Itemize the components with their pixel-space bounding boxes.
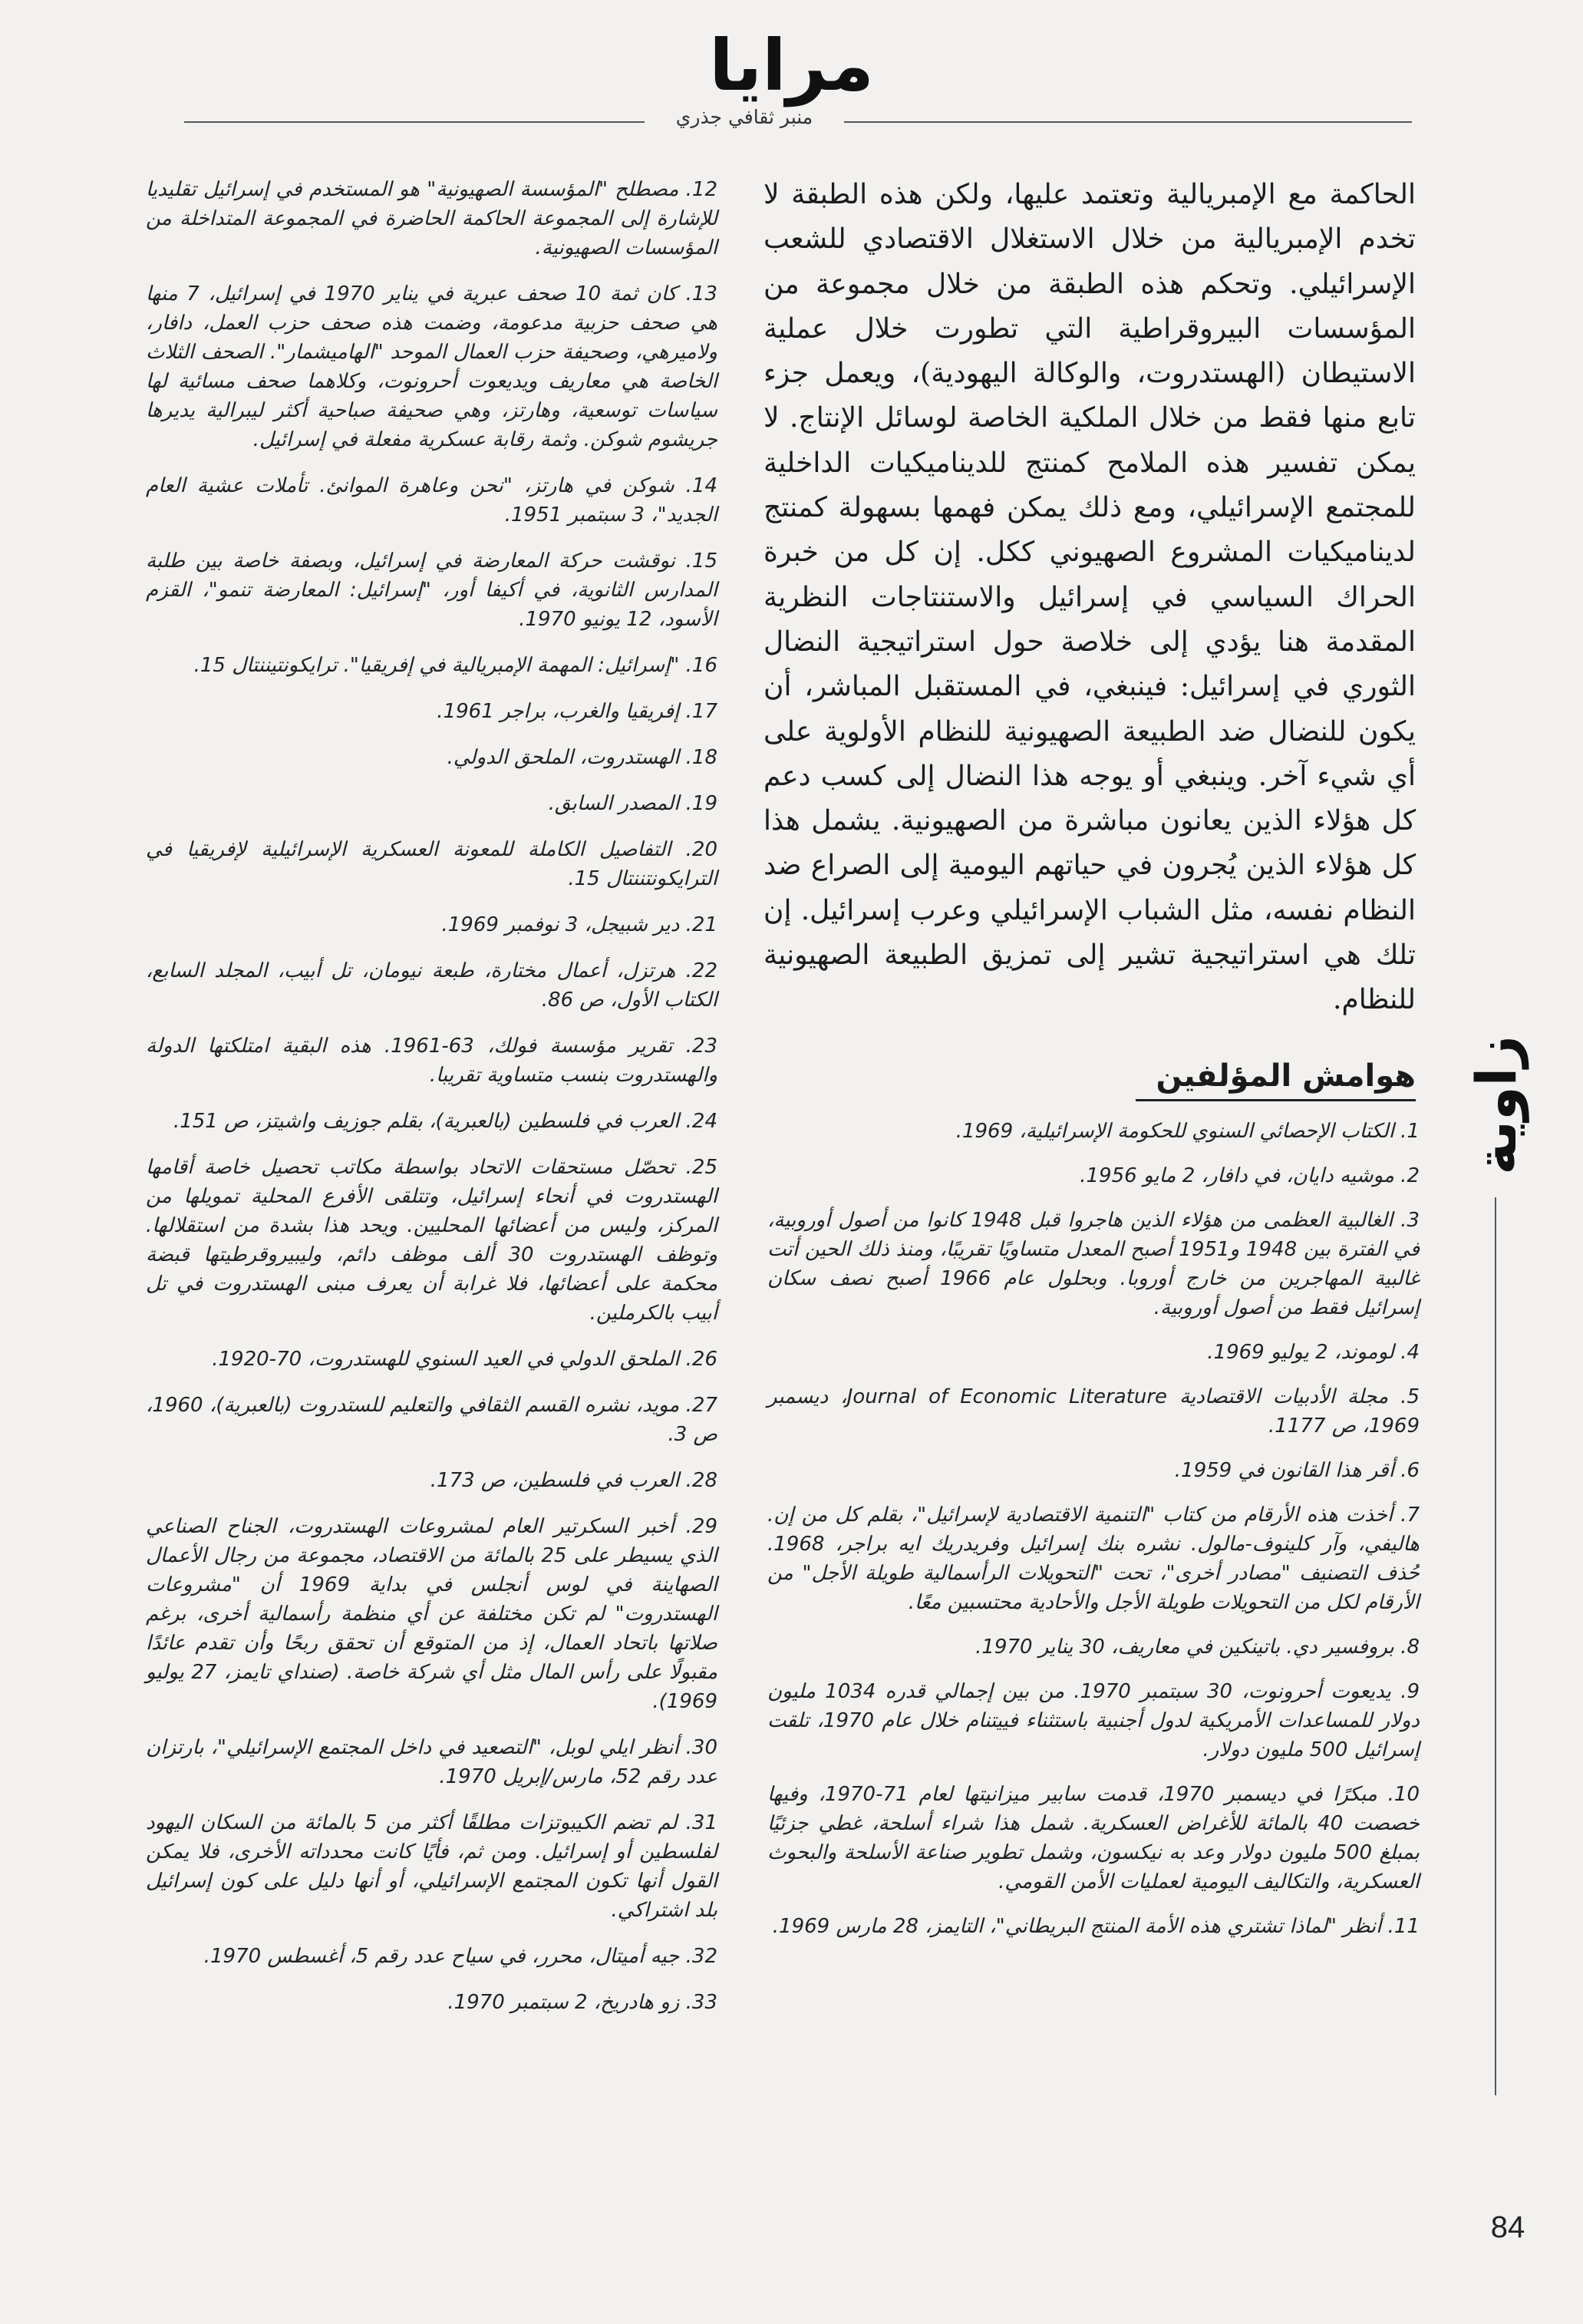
notes-heading: هوامش المؤلفين <box>1156 1058 1416 1094</box>
magazine-logo: مرايا <box>709 25 874 107</box>
footnote: 5. مجلة الأدبيات الاقتصادية Journal of Economic Literature، ديسمبر 1969، ص 1177. <box>767 1385 1420 1438</box>
footnote: 30. أنظر ايلي لوبل، "التصعيد في داخل المجتمع الإسرائيلي"، بارتزان عدد رقم 52، مارس/إبريل 1970. <box>146 1736 717 1788</box>
footnote: 18. الهستدروت، الملحق الدولي. <box>447 746 717 769</box>
footnote: 26. الملحق الدولي في العيد السنوي للهستدروت، 70-1920. <box>212 1348 717 1371</box>
footnote: 11. أنظر "لماذا تشتري هذه الأمة المنتج البريطاني"، التايمز، 28 مارس 1969. <box>772 1915 1420 1938</box>
footnote: 25. تحصّل مستحقات الاتحاد بواسطة مكاتب تحصيل خاصة أقامها الهستدروت في أنحاء إسرائيل، وتتلقى الأفرع المحلية تمويلها من المركز، وليس من أعضائها المحليين. ويحد هذا بشدة من استقلالها. وتوظف الهستدروت 30 ألف موظف دائم، وليبيروقرطيتها قبضة محكمة على أعضائها، فلا غرابة أن يعرف مبنى الهستدروت في تل أبيب بالكرملين. <box>146 1156 718 1325</box>
header-rule-right <box>844 121 1412 123</box>
footnote: 12. مصطلح "المؤسسة الصهيونية" هو المستخدم في إسرائيل تقليديا للإشارة إلى المجموعة الحاكمة الحاضرة في المجموعة المتداخلة من المؤسسات الصهيونية. <box>146 178 717 259</box>
footnote: 29. أخبر السكرتير العام لمشروعات الهستدروت، الجناح الصناعي الذي يسيطر على 25 بالمائة من الاقتصاد، مجموعة من رجال الأعمال الصهاينة في لوس أنجلس في بداية 1969 أن "مشروعات الهستدروت" لم تكن مختلفة عن أي منظمة رأسمالية أخرى، برغم صلاتها باتحاد العمال، إذ من المتوقع أن تحقق ربحًا وأن تقدم عائدًا مقبولًا على رأس المال مثل أي شركة خاصة. (صنداي تايمز، 27 يوليو 1969). <box>146 1515 718 1713</box>
footnote: 24. العرب في فلسطين (بالعبرية)، بقلم جوزيف واشيتز، ص 151. <box>173 1110 717 1133</box>
footnote: 19. المصدر السابق. <box>548 792 717 815</box>
footnote: 27. مويد، نشره القسم الثقافي والتعليم للستدروت (بالعبرية)، 1960، ص 3. <box>146 1394 717 1446</box>
footnote: 17. إفريقيا والغرب، براجر 1961. <box>437 700 717 723</box>
article-body: الحاكمة مع الإمبريالية وتعتمد عليها، ولكن هذه الطبقة لا تخدم الإمبريالية من خلال الاستغلال الاقتصادي للشعب الإسرائيلي. وتحكم هذه الطبقة من خلال مجموعة من المؤسسات البيروقراطية التي تطورت خلال عملية الاستيطان (الهستدروت، والوكالة اليهودية)، ويعمل جزء تابع منها فقط من خلال الملكية الخاصة لوسائل الإنتاج. لا يمكن تفسير هذه الملامح كمنتج للديناميكيات الداخلية للمجتمع الإسرائيلي، ومع ذلك يمكن فهمها بسهولة كمنتج لديناميكيات المشروع الصهيوني ككل. إن كل من خبرة الحراك السياسي في إسرائيل والاستنتاجات النظرية المقدمة هنا يؤدي إلى خلاصة حول استراتيجية النضال الثوري في إسرائيل: فينبغي، في المستقبل المباشر، أن يكون للنضال ضد الطبيعة الصهيونية للنظام الأولوية على أي شيء آخر. وينبغي أو يوجه هذا النضال إلى كسب دعم كل هؤلاء الذين يعانون مباشرة من الصهيونية. يشمل هذا كل هؤلاء الذين يُجرون في حياتهم اليومية إلى الصراع ضد النظام نفسه، مثل الشباب الإسرائيلي وعرب إسرائيل. إن تلك هي استراتيجية تشير إلى تمزيق الطبيعة الصهيونية للنظام. <box>763 179 1416 1016</box>
footnote: 14. شوكن في هارتز، "نحن وعاهرة الموانئ. تأملات عشية العام الجديد"، 3 سبتمبر 1951. <box>146 474 717 527</box>
footnote: 15. نوقشت حركة المعارضة في إسرائيل، وبصفة خاصة بين طلبة المدارس الثانوية، في أكيفا أور، "إسرائيل: المعارضة تنمو"، القزم الأسود، 12 يونيو 1970. <box>146 550 717 631</box>
section-side-title-text: زاوية <box>1464 1035 1529 1175</box>
masthead <box>0 25 1583 107</box>
footnote: 13. كان ثمة 10 صحف عبرية في يناير 1970 في إسرائيل، 7 منها هي صحف حزبية مدعومة، وضمت هذه صحف حزب العمل، دافار، ولاميرهي، وصحيفة حزب العمال الموحد "الهاميشمار". الصحف الثلاث الخاصة هي معاريف ويديعوت أحرونوت، وكلاهما صحف مسائية لها سياسات توسعية، وهارتز، وهي صحيفة صباحية أكثر ليبرالية يديرها جريشوم شوكن. وثمة رقابة عسكرية مفعلة في إسرائيل. <box>146 282 717 451</box>
magazine-tagline: منبر ثقافي جذري <box>675 106 813 128</box>
footnote: 1. الكتاب الإحصائي السنوي للحكومة الإسرائيلية، 1969. <box>955 1120 1420 1143</box>
footnote: 7. أخذت هذه الأرقام من كتاب "التنمية الاقتصادية لإسرائيل"، بقلم كل من إن. هاليفي، وآر كلينوف-مالول. نشره بنك إسرائيل وفريدريك ايه براجر، 1968. حُذف التصنيف "مصادر أخرى"، تحت "التحويلات الرأسمالية طويلة الأجل" من الأرقام لكل من التحويلات طويلة الأجل والأحادية محتسبين معًا. <box>767 1504 1420 1614</box>
header-rule-left <box>184 121 645 123</box>
footnote: 3. الغالبية العظمى من هؤلاء الذين هاجروا قبل 1948 كانوا من أصول أوروبية، في الفترة بين 1948 و1951 أصبح المعدل متساويًا تقريبًا، ومنذ ذلك الحين أتت غالبية المهاجرين من خارج أوروبا. وبحلول عام 1966 أصبح نصف سكان إسرائيل فقط من أصول أوروبية. <box>767 1209 1420 1319</box>
footnote: 9. يديعوت أحرونوت، 30 سبتمبر 1970. من بين إجمالي قدره 1034 مليون دولار للمساعدات الأمريكية لدول أجنبية باستثناء فييتنام خلال عام 1970، تلقت إسرائيل 500 مليون دولار. <box>767 1680 1420 1761</box>
footnote: 10. مبكرًا في ديسمبر 1970، قدمت سابير ميزانيتها لعام 71-1970، وفيها خصصت 40 بالمائة للأغراض العسكرية. شمل هذا شراء أسلحة، غطي جزئيًا بمبلغ 500 مليون دولار وعد به نيكسون، وشمل تطوير صناعة الأسلحة والبحوث العسكرية، والتكاليف اليومية لعمليات الأمن القومي. <box>767 1783 1420 1893</box>
section-side-title <box>1462 1017 1531 1193</box>
notes-heading-underline <box>1136 1099 1416 1101</box>
footnotes-right-column <box>767 1117 1420 1956</box>
footnote: 28. العرب في فلسطين، ص 173. <box>430 1469 717 1492</box>
footnote: 21. دير شبيجل، 3 نوفمبر 1969. <box>441 913 717 936</box>
footnotes-left-column <box>146 175 717 2034</box>
footnote: 20. التفاصيل الكاملة للمعونة العسكرية الإسرائيلية لإفريقيا في الترايكونتننتال 15. <box>146 838 717 890</box>
footnote: 2. موشيه دايان، في دافار، 2 مايو 1956. <box>1080 1164 1420 1187</box>
footnote: 23. تقرير مؤسسة فولك، 63-1961. هذه البقية امتلكتها الدولة والهستدروت بنسب متساوية تقريبا. <box>146 1035 717 1087</box>
footnote: 4. لوموند، 2 يوليو 1969. <box>1207 1341 1420 1364</box>
side-vertical-rule <box>1495 1197 1496 2095</box>
footnote: 32. جيه أميتال، محرر، في سياح عدد رقم 5، أغسطس 1970. <box>203 1945 717 1968</box>
footnote: 31. لم تضم الكيبوتزات مطلقًا أكثر من 5 بالمائة من السكان اليهود لفلسطين أو إسرائيل. ومن ثم، فأيًا كانت محدداته الأخرى، فلا يمكن القول أنها تكون المجتمع الإسرائيلي، أو أنها دليل على كون إسرائيل بلد اشتراكي. <box>146 1811 717 1922</box>
footnote: 16. "إسرائيل: المهمة الإمبريالية في إفريقيا". ترايكونتيننتال 15. <box>193 654 717 677</box>
footnote: 6. أقر هذا القانون في 1959. <box>1174 1459 1420 1482</box>
footnote: 22. هرتزل، أعمال مختارة، طبعة نيومان، تل أبيب، المجلد السابع، الكتاب الأول، ص 86. <box>146 959 717 1012</box>
footnote: 33. زو هادريخ، 2 سبتمبر 1970. <box>447 1991 717 2014</box>
page-number: 84 <box>1490 2210 1525 2244</box>
footnote: 8. بروفسير دي. باتينكين في معاريف، 30 يناير 1970. <box>975 1636 1420 1659</box>
